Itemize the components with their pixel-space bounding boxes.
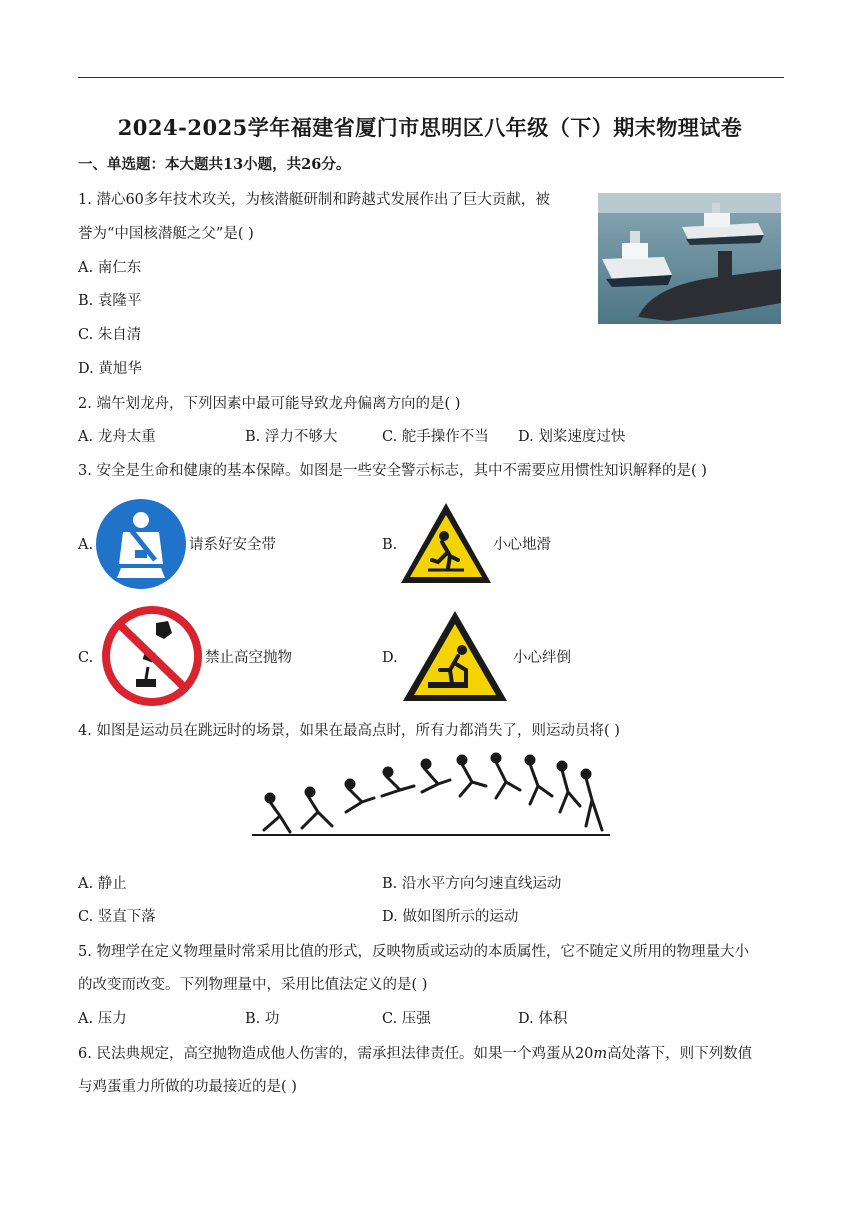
page-title: 2024-2025学年福建省厦门市思明区八年级（下）期末物理试卷 [117, 115, 743, 140]
q5-option-b[interactable]: B. 功 [245, 1011, 280, 1027]
q4-option-a[interactable]: A. 静止 [78, 876, 127, 892]
q1-stem-line1: 1. 潜心60多年技术攻关，为核潜艇研制和跨越式发展作出了巨大贡献，被 [78, 192, 550, 208]
q2-option-d[interactable]: D. 划桨速度过快 [518, 429, 626, 445]
q4-option-c[interactable]: C. 竖直下落 [78, 909, 156, 925]
header-rule [78, 77, 784, 78]
q2-option-c[interactable]: C. 舵手操作不当 [382, 429, 489, 445]
q3-option-c-letter[interactable]: C. [78, 650, 94, 666]
q6-stem-line1 [78, 1045, 752, 1063]
q6-stem-line1-part-a: 6. 民法典规定，高空抛物造成他人伤害的，需承担法律责任。如果一个鸡蛋从20 [78, 1046, 594, 1062]
q1-stem-line2: 誉为“中国核潜艇之父”是( ) [78, 226, 254, 242]
slippery-floor-sign-icon [398, 500, 494, 586]
q3-option-c-caption: 禁止高空抛物 [205, 650, 292, 666]
q6-stem-line1-part-b: 高处落下，则下列数值 [607, 1046, 753, 1062]
q3-option-a-letter[interactable]: A. [78, 537, 94, 553]
long-jump-sequence-image [250, 746, 612, 838]
q4-stem: 4. 如图是运动员在跳远时的场景，如果在最高点时，所有力都消失了，则运动员将( ) [78, 723, 620, 739]
q4-option-d[interactable]: D. 做如图所示的运动 [382, 909, 519, 925]
trip-hazard-sign-icon [400, 608, 510, 704]
q4-option-b[interactable]: B. 沿水平方向匀速直线运动 [382, 876, 562, 892]
q3-option-b-caption: 小心地滑 [493, 537, 551, 553]
q2-stem: 2. 端午划龙舟，下列因素中最可能导致龙舟偏离方向的是( ) [78, 396, 461, 412]
q2-option-b[interactable]: B. 浮力不够大 [245, 429, 338, 445]
q1-option-d[interactable]: D. 黄旭华 [78, 361, 142, 377]
q5-stem-line2: 的改变而改变。下列物理量中，采用比值法定义的是( ) [78, 977, 428, 993]
q3-option-d-caption: 小心绊倒 [513, 650, 571, 666]
q5-option-c[interactable]: C. 压强 [382, 1011, 431, 1027]
q2-option-a[interactable]: A. 龙舟太重 [78, 429, 156, 445]
q5-option-d[interactable]: D. 体积 [518, 1011, 568, 1027]
q5-stem-line1: 5. 物理学在定义物理量时常采用比值的形式，反映物质或运动的本质属性，它不随定义所用的物理量大小 [78, 944, 749, 960]
q6-unit: m [593, 1046, 608, 1062]
q1-option-c[interactable]: C. 朱自清 [78, 327, 142, 343]
no-throwing-objects-sign-icon [100, 605, 204, 707]
q6-stem-line2: 与鸡蛋重力所做的功最接近的是( ) [78, 1079, 297, 1095]
q3-option-a-caption: 请系好安全带 [189, 537, 276, 553]
q1-option-b[interactable]: B. 袁隆平 [78, 293, 142, 309]
q5-option-a[interactable]: A. 压力 [78, 1011, 127, 1027]
q3-stem: 3. 安全是生命和健康的基本保障。如图是一些安全警示标志，其中不需要应用惯性知识解释的是( ) [78, 463, 707, 479]
q3-option-b-letter[interactable]: B. [382, 537, 398, 553]
seatbelt-sign-icon [95, 498, 187, 590]
submarine-photo [598, 193, 781, 324]
section-heading: 一、单选题：本大题共13小题，共26分。 [78, 156, 351, 173]
q3-option-d-letter[interactable]: D. [382, 650, 398, 666]
q1-option-a[interactable]: A. 南仁东 [78, 260, 142, 276]
